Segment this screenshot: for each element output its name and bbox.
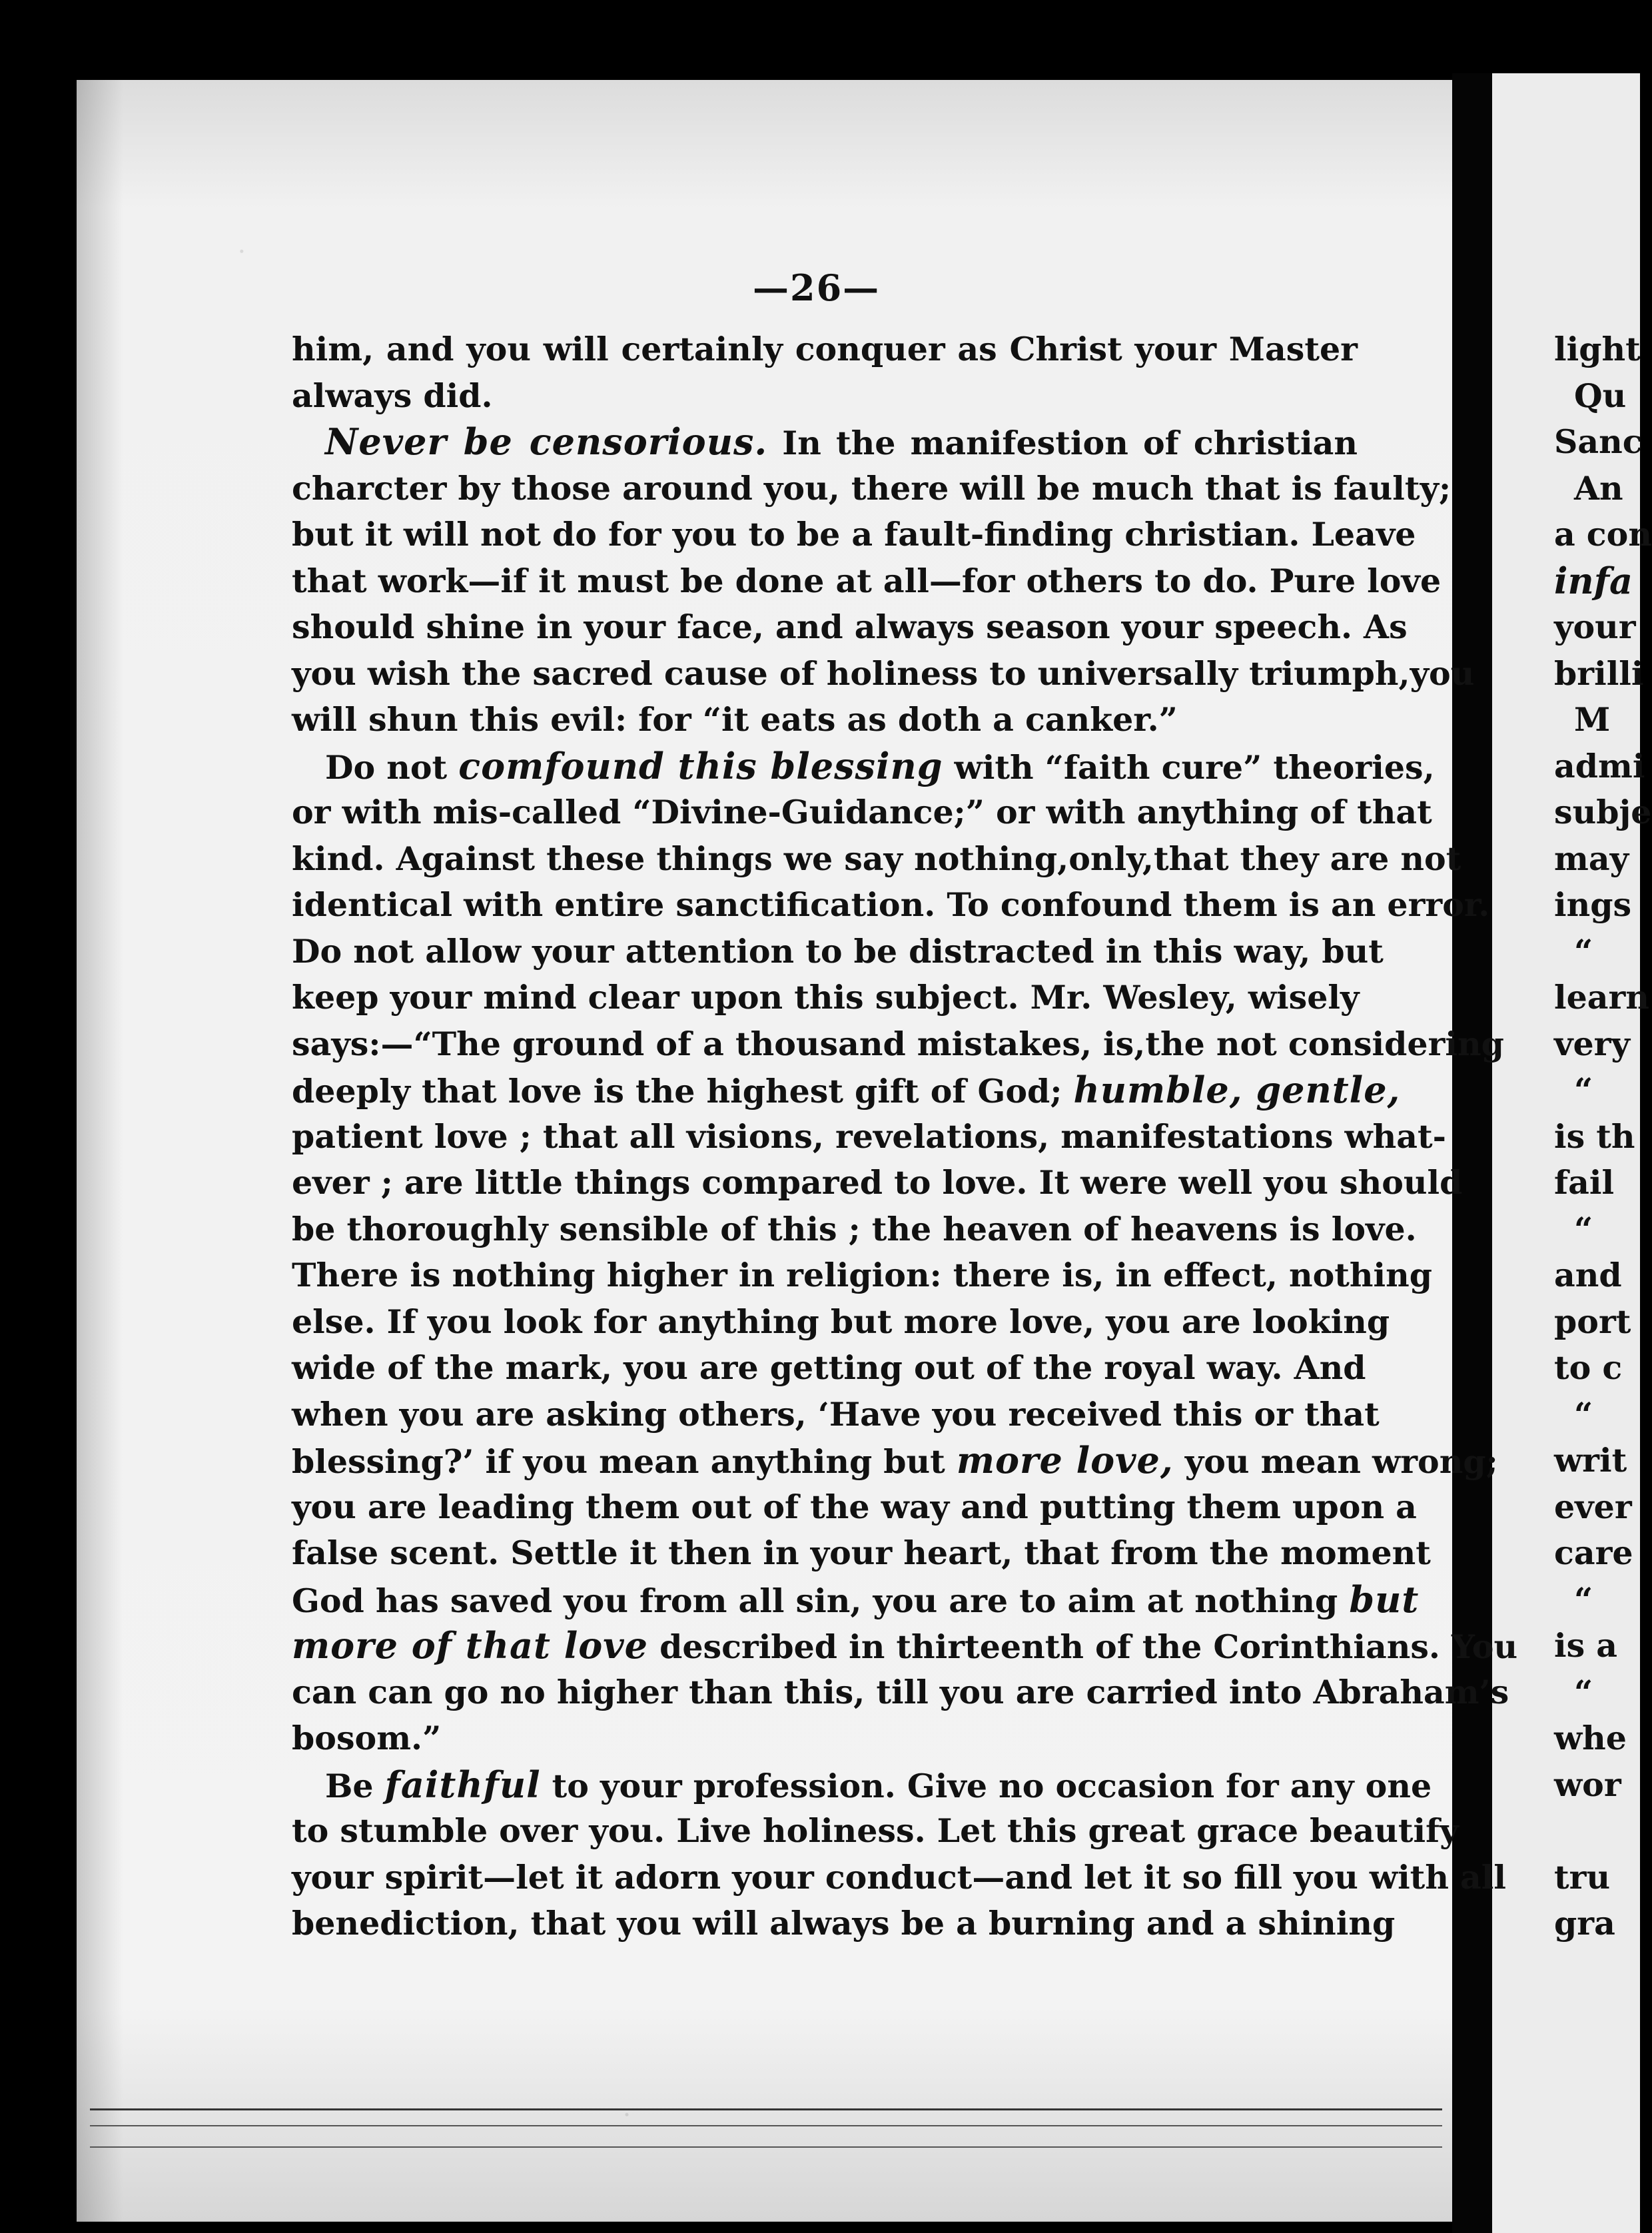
text-run: Be: [325, 1766, 385, 1805]
facing-page-line: An: [1574, 468, 1623, 508]
facing-page-row: [1554, 1623, 1652, 1669]
text-line: [292, 466, 1451, 512]
facing-page-line: “: [1574, 1071, 1593, 1109]
facing-page-line: “: [1574, 1209, 1593, 1248]
facing-page-row: [1554, 697, 1652, 743]
text-run: Do not: [325, 747, 459, 787]
text-run: deeply that love is the highest gift of God;: [292, 1072, 1074, 1111]
text-line: [292, 1345, 1366, 1392]
facing-page-row: [1554, 419, 1652, 466]
text-run: else. If you look for anything but more love, you are looking: [292, 1302, 1390, 1341]
text-run: identical with entire sanctification. To confound them is an error.: [292, 885, 1490, 924]
facing-page-line: port: [1554, 1302, 1631, 1341]
italic-phrase: more of that love: [292, 1624, 649, 1667]
text-line: [292, 1762, 1432, 1809]
facing-page-line: “: [1574, 1579, 1593, 1619]
facing-page-line: light: [1554, 330, 1641, 368]
text-run: Do not allow your attention to be distracted in this way, but: [292, 931, 1384, 971]
facing-page-row: [1554, 1252, 1652, 1299]
facing-page-line: writ: [1554, 1441, 1627, 1480]
facing-page-row: [1554, 1392, 1652, 1438]
italic-phrase: but: [1349, 1577, 1420, 1621]
facing-page-row: [1554, 1067, 1652, 1114]
facing-page-row: [1554, 1901, 1652, 1947]
text-line: [292, 1114, 1446, 1160]
facing-page-text: [1554, 326, 1652, 1947]
text-line: [292, 1252, 1433, 1299]
facing-page-row: [1554, 1808, 1652, 1855]
text-run: patient love ; that all visions, revelations, manifestations what-: [292, 1116, 1446, 1156]
text-line: [292, 326, 1358, 373]
text-run: that work—if it must be done at all—for others to do. Pure love: [292, 561, 1442, 600]
page-number: —26—: [753, 266, 881, 309]
facing-page-row: [1554, 1530, 1652, 1577]
text-run: always did.: [292, 376, 493, 415]
text-line: [292, 1438, 1498, 1484]
text-line: [292, 1530, 1431, 1577]
text-line: [292, 558, 1442, 605]
facing-page-row: [1554, 1577, 1652, 1623]
facing-page-row: [1554, 1762, 1652, 1809]
facing-page-line: “: [1574, 1672, 1593, 1711]
facing-page-line: infa: [1554, 559, 1633, 602]
facing-page-line: may: [1554, 839, 1629, 878]
facing-page-row: [1554, 1206, 1652, 1253]
facing-page-line: fail: [1554, 1163, 1615, 1202]
facing-page-row: [1554, 975, 1652, 1021]
body-text: [292, 326, 1518, 1947]
facing-page-row: [1554, 1669, 1652, 1716]
text-line: [292, 1577, 1420, 1623]
text-line: [292, 1808, 1459, 1855]
facing-page-row: [1554, 558, 1652, 605]
facing-page-line: tru: [1554, 1857, 1611, 1897]
facing-page-row: [1554, 929, 1652, 975]
facing-page-line: a con: [1554, 515, 1652, 554]
text-run: should shine in your face, and always season your speech. As: [292, 608, 1408, 646]
text-run: There is nothing higher in religion: there is, in effect, nothing: [292, 1256, 1433, 1294]
text-run: kind. Against these things we say nothing,only,that they are not: [292, 839, 1461, 878]
facing-page-row: [1554, 789, 1652, 836]
text-line: [292, 743, 1435, 790]
text-run: will shun this evil: for “it eats as doth a canker.”: [292, 700, 1178, 739]
facing-page-row: [1554, 466, 1652, 512]
facing-page-row: [1554, 651, 1652, 697]
facing-page-line: is th: [1554, 1116, 1635, 1156]
facing-page-line: ings: [1554, 885, 1632, 924]
text-run: ever ; are little things compared to love. It were well you should: [292, 1163, 1463, 1202]
text-run: keep your mind clear upon this subject. Mr. Wesley, wisely: [292, 978, 1360, 1017]
text-line: [292, 882, 1490, 929]
text-run: or with mis-called “Divine-Guidance;” or with anything of that: [292, 793, 1432, 831]
facing-page-row: [1554, 326, 1652, 373]
text-run: to your profession. Give no occasion for any one: [540, 1766, 1432, 1805]
text-line: [292, 1901, 1396, 1947]
footer-rule: [90, 2146, 1442, 2148]
text-line: [292, 1855, 1506, 1901]
footer-rule: [90, 2108, 1442, 2110]
facing-page-row: [1554, 743, 1652, 790]
facing-page-line: to c: [1554, 1348, 1623, 1387]
facing-page-line: whe: [1554, 1719, 1627, 1757]
text-line: [292, 512, 1416, 558]
text-line: [292, 789, 1432, 836]
text-line: [292, 1715, 1358, 1762]
facing-page-line: Sanc: [1554, 422, 1643, 461]
footer-rule: [90, 2125, 1442, 2126]
text-line: [292, 1623, 1518, 1669]
text-run: benediction, that you will always be a burning and a shining: [292, 1904, 1396, 1943]
italic-phrase: faithful: [384, 1763, 541, 1806]
text-line: [292, 1067, 1401, 1114]
italic-phrase: comfound this blessing: [458, 744, 943, 787]
text-run: In the manifestion of christian: [767, 424, 1358, 462]
facing-page-line: gra: [1554, 1904, 1615, 1943]
facing-page-row: [1554, 1855, 1652, 1901]
text-line: [292, 651, 1475, 697]
text-run: your spirit—let it adorn your conduct—and let it so fill you with all: [292, 1857, 1506, 1897]
facing-page-row: [1554, 1114, 1652, 1160]
text-run: charcter by those around you, there will be much that is faulty;: [292, 468, 1451, 508]
text-line: [292, 373, 1358, 420]
facing-page-line: wor: [1554, 1765, 1621, 1804]
facing-page-row: [1554, 1021, 1652, 1068]
facing-page-line: is a: [1554, 1626, 1618, 1665]
text-run: false scent. Settle it then in your heart, that from the moment: [292, 1534, 1431, 1572]
facing-page-line: admi: [1554, 746, 1645, 785]
text-run: be thoroughly sensible of this ; the heaven of heavens is love.: [292, 1209, 1417, 1248]
text-run: you wish the sacred cause of holiness to universally triumph,you: [292, 654, 1475, 693]
text-line: [292, 1392, 1380, 1438]
facing-page-row: [1554, 1345, 1652, 1392]
text-line: [292, 419, 1358, 466]
text-line: [292, 1021, 1504, 1068]
facing-page-line: care: [1554, 1534, 1633, 1572]
facing-page-row: [1554, 373, 1652, 420]
text-run: blessing?’ if you mean anything but: [292, 1442, 957, 1481]
facing-page-row: [1554, 1299, 1652, 1346]
facing-page-line: your: [1554, 608, 1636, 646]
book-gutter: [1452, 73, 1492, 2233]
text-run: him, and you will certainly conquer as Christ your Master: [292, 330, 1358, 368]
facing-page-line: ever: [1554, 1487, 1632, 1526]
text-line: [292, 1669, 1509, 1716]
text-line: [292, 1206, 1417, 1253]
text-line: [292, 975, 1358, 1021]
text-run: bosom.”: [292, 1719, 442, 1757]
text-line: [292, 1299, 1390, 1346]
italic-phrase: more love,: [956, 1439, 1174, 1482]
text-run: can can go no higher than this, till you are carried into Abraham’s: [292, 1672, 1509, 1711]
italic-phrase: Never be censorious.: [325, 420, 768, 463]
text-run: but it will not do for you to be a fault-finding christian. Leave: [292, 515, 1416, 554]
facing-page-line: Qu: [1574, 376, 1627, 415]
facing-page-row: [1554, 1438, 1652, 1484]
facing-page-line: M: [1574, 700, 1611, 739]
text-line: [292, 1160, 1463, 1206]
facing-page-line: “: [1574, 931, 1593, 971]
facing-page-line: learn: [1554, 978, 1649, 1017]
text-line: [292, 604, 1408, 651]
italic-phrase: humble, gentle,: [1073, 1069, 1401, 1111]
text-run: you mean wrong;: [1173, 1442, 1498, 1481]
text-line: [292, 929, 1384, 975]
facing-page-row: [1554, 512, 1652, 558]
text-line: [292, 836, 1461, 883]
facing-page-row: [1554, 1484, 1652, 1531]
text-line: [292, 697, 1358, 743]
text-line: [292, 1484, 1417, 1531]
text-run: described in thirteenth of the Corinthians. You: [648, 1627, 1518, 1666]
facing-page-line: and: [1554, 1256, 1622, 1294]
text-run: with “faith cure” theories,: [943, 747, 1435, 787]
facing-page-line: very: [1554, 1024, 1630, 1063]
facing-page-row: [1554, 1715, 1652, 1762]
facing-page-line: subje: [1554, 793, 1652, 831]
facing-page-line: “: [1574, 1394, 1593, 1434]
text-run: God has saved you from all sin, you are to aim at nothing: [292, 1581, 1350, 1620]
facing-page-row: [1554, 1160, 1652, 1206]
facing-page-row: [1554, 836, 1652, 883]
facing-page-line: brilli: [1554, 654, 1644, 693]
facing-page-row: [1554, 604, 1652, 651]
text-run: says:—“The ground of a thousand mistakes, is,the not considering: [292, 1024, 1504, 1063]
facing-page-row: [1554, 882, 1652, 929]
text-run: wide of the mark, you are getting out of the royal way. And: [292, 1348, 1366, 1387]
text-run: you are leading them out of the way and putting them upon a: [292, 1487, 1417, 1526]
text-run: when you are asking others, ‘Have you received this or that: [292, 1394, 1380, 1434]
text-run: to stumble over you. Live holiness. Let this great grace beautify: [292, 1811, 1459, 1850]
